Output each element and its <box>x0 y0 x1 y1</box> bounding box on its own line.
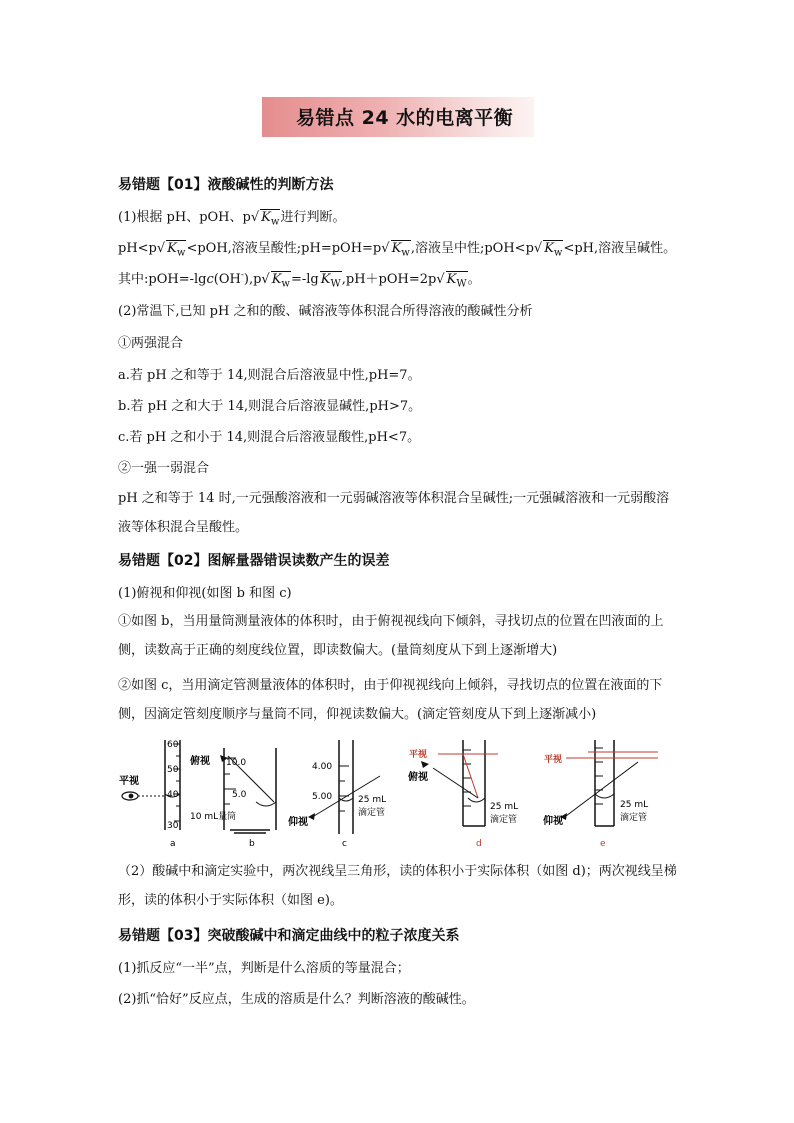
kw-sub: w <box>553 247 563 259</box>
kw-symbol <box>446 271 468 290</box>
label-fushi-d: 俯视 <box>408 772 428 783</box>
section1-heading: 易错题【01】液酸碱性的判断方法 <box>118 177 334 193</box>
kw-sub: W <box>330 278 341 290</box>
label-fushi-b: 俯视 <box>190 756 210 767</box>
label-d-burette: 滴定管 <box>490 815 518 825</box>
sqrt-radical: √ <box>261 272 270 287</box>
sec2-line1: (1)俯视和仰视(如图 b 和图 c) <box>118 586 292 601</box>
label-pingshi-d: 平视 <box>409 750 428 760</box>
kw-symbol <box>543 240 563 259</box>
label-c: c <box>342 839 347 849</box>
eye-icon <box>421 761 429 768</box>
sqrt-radical: √ <box>381 241 390 256</box>
label-cylinder: 10 mL量筒 <box>190 812 237 822</box>
kw-k: K <box>271 272 282 287</box>
section2-heading: 易错题【02】图解量器错误读数产生的误差 <box>118 553 390 569</box>
sec2-line4: （2）酸碱中和滴定实验中，两次视线呈三角形，读的体积小于实际体积（如图 d)；两次视线呈梯形，读的体积小于实际体积（如图 e)。 <box>118 864 677 908</box>
label-e: e <box>600 839 606 849</box>
sec1-line10: pH 之和等于 14 时,一元强酸溶液和一元弱碱溶液等体积混合呈碱性;一元强碱溶液和一元弱酸溶液等体积混合呈酸性。 <box>118 491 670 535</box>
sqrt-radical: √ <box>250 210 260 225</box>
b-tick-10: 10.0 <box>226 758 247 768</box>
reading-error-figure <box>118 736 678 852</box>
label-e-burette: 滴定管 <box>620 813 648 823</box>
label-d-volume: 25 mL <box>490 802 519 812</box>
section3-heading: 易错题【03】突破酸碱中和滴定曲线中的粒子浓度关系 <box>118 928 460 944</box>
figure-e <box>543 740 658 849</box>
sec1-line3-f: ),p <box>243 272 262 287</box>
sec1-line2-b: <pOH,溶液呈酸性;pH=pOH=p <box>186 241 382 256</box>
c-tick-4: 4.00 <box>312 762 333 772</box>
sec1-line1-text-b: 进行判断。 <box>280 210 346 225</box>
label-pingshi-a: 平视 <box>119 776 139 787</box>
meniscus-b <box>256 802 276 806</box>
meniscus-e <box>595 794 614 798</box>
sec1-line6: a.若 pH 之和等于 14,则混合后溶液显中性,pH=7。 <box>118 368 421 383</box>
cyl-tick-50: 50 <box>167 765 179 775</box>
title-banner <box>262 97 534 137</box>
sight-line-d2 <box>433 768 478 798</box>
figure-c <box>288 740 386 849</box>
sec1-line8: c.若 pH 之和小于 14,则混合后溶液显酸性,pH<7。 <box>118 430 421 445</box>
sec1-line4: (2)常温下,已知 pH 之和的酸、碱溶液等体积混合所得溶液的酸碱性分析 <box>118 304 533 319</box>
figure-d <box>408 740 518 849</box>
sec2-line3: ②如图 c，当用滴定管测量液体的体积时，由于仰视视线向上倾斜，寻找切点的位置在液面的下侧，因滴定管刻度顺序与量筒不同，仰视读数偏大。(滴定管刻度从下到上逐渐减小) <box>118 678 663 722</box>
sec1-line3-i: 。 <box>467 272 481 287</box>
sec1-line3-d: (OH <box>213 272 241 287</box>
sec1-line3-a: 其中:pOH=-lg <box>118 272 207 287</box>
label-c-burette: 滴定管 <box>358 808 386 818</box>
kw-k: K <box>446 272 457 287</box>
sec1-line2-c: ,溶液呈中性;pOH<p <box>410 241 534 256</box>
sec1-line1 <box>118 206 678 228</box>
kw-k: K <box>261 210 271 225</box>
page-title: 易错点 24 水的电离平衡 <box>296 107 514 129</box>
kw-sub: w <box>401 247 410 259</box>
sec2-line2: ①如图 b，当用量筒测量液体的体积时，由于俯视视线向下倾斜，寻找切点的位置在凹液面的上侧，读数高于正确的刻度线位置，即读数偏大。(量筒刻度从下到上逐渐增大) <box>118 614 664 658</box>
label-c-volume: 25 mL <box>358 795 387 805</box>
sec1-line5: ①两强混合 <box>118 336 184 351</box>
kw-symbol <box>166 240 186 259</box>
sight-line-d1 <box>463 754 478 798</box>
label-pingshi-e: 平视 <box>544 755 563 765</box>
label-d: d <box>476 839 482 849</box>
sec1-line2 <box>118 237 678 259</box>
sec3-line2: (2)抓“恰好”反应点，生成的溶质是什么？判断溶液的酸碱性。 <box>118 992 475 1007</box>
kw-symbol <box>260 209 280 228</box>
kw-sub: w <box>176 247 186 259</box>
cyl-tick-60: 60 <box>167 740 179 750</box>
kw-sub: W <box>456 278 467 290</box>
sec1-line3-h: ,pH＋pOH=2p <box>341 272 437 287</box>
figure-a <box>119 740 180 849</box>
b-tick-5: 5.0 <box>232 790 247 800</box>
label-yangshi-c: 仰视 <box>288 817 308 828</box>
figure-b <box>190 748 276 849</box>
sec1-line3 <box>118 268 678 290</box>
kw-sub: w <box>281 278 290 290</box>
sec1-line3-c: c <box>206 272 214 287</box>
kw-symbol <box>271 271 291 290</box>
sqrt-radical: √ <box>436 272 445 287</box>
label-e-volume: 25 mL <box>620 800 649 810</box>
kw-symbol <box>320 271 342 290</box>
cyl-tick-40: 40 <box>167 790 179 800</box>
kw-k: K <box>167 241 177 256</box>
sec1-line7: b.若 pH 之和大于 14,则混合后溶液显碱性,pH>7。 <box>118 399 422 414</box>
kw-symbol <box>391 240 411 259</box>
kw-k: K <box>391 241 402 256</box>
c-tick-5: 5.00 <box>312 792 333 802</box>
sec1-line1-text-a: (1)根据 pH、pOH、p <box>118 210 251 225</box>
label-a: a <box>170 839 176 849</box>
sec1-line2-d: <pH,溶液呈碱性。 <box>563 241 677 256</box>
sec1-line3-g: =-lg <box>290 272 319 287</box>
sqrt-radical: √ <box>533 241 543 256</box>
eye-icon <box>308 813 315 820</box>
cyl-tick-30: 30 <box>167 821 179 831</box>
kw-k: K <box>544 241 554 256</box>
label-yangshi-e: 仰视 <box>543 816 563 827</box>
label-b: b <box>249 839 255 849</box>
sec1-line3-e: - <box>240 270 244 281</box>
sec3-line1: (1)抓反应“一半”点，判断是什么溶质的等量混合； <box>118 961 410 976</box>
sqrt-radical: √ <box>156 241 166 256</box>
kw-sub: w <box>270 216 280 228</box>
meniscus-d <box>468 798 485 802</box>
kw-k: K <box>320 272 331 287</box>
sec1-line2-a: pH<p <box>118 241 157 256</box>
sec1-line9: ②一强一弱混合 <box>118 461 210 476</box>
